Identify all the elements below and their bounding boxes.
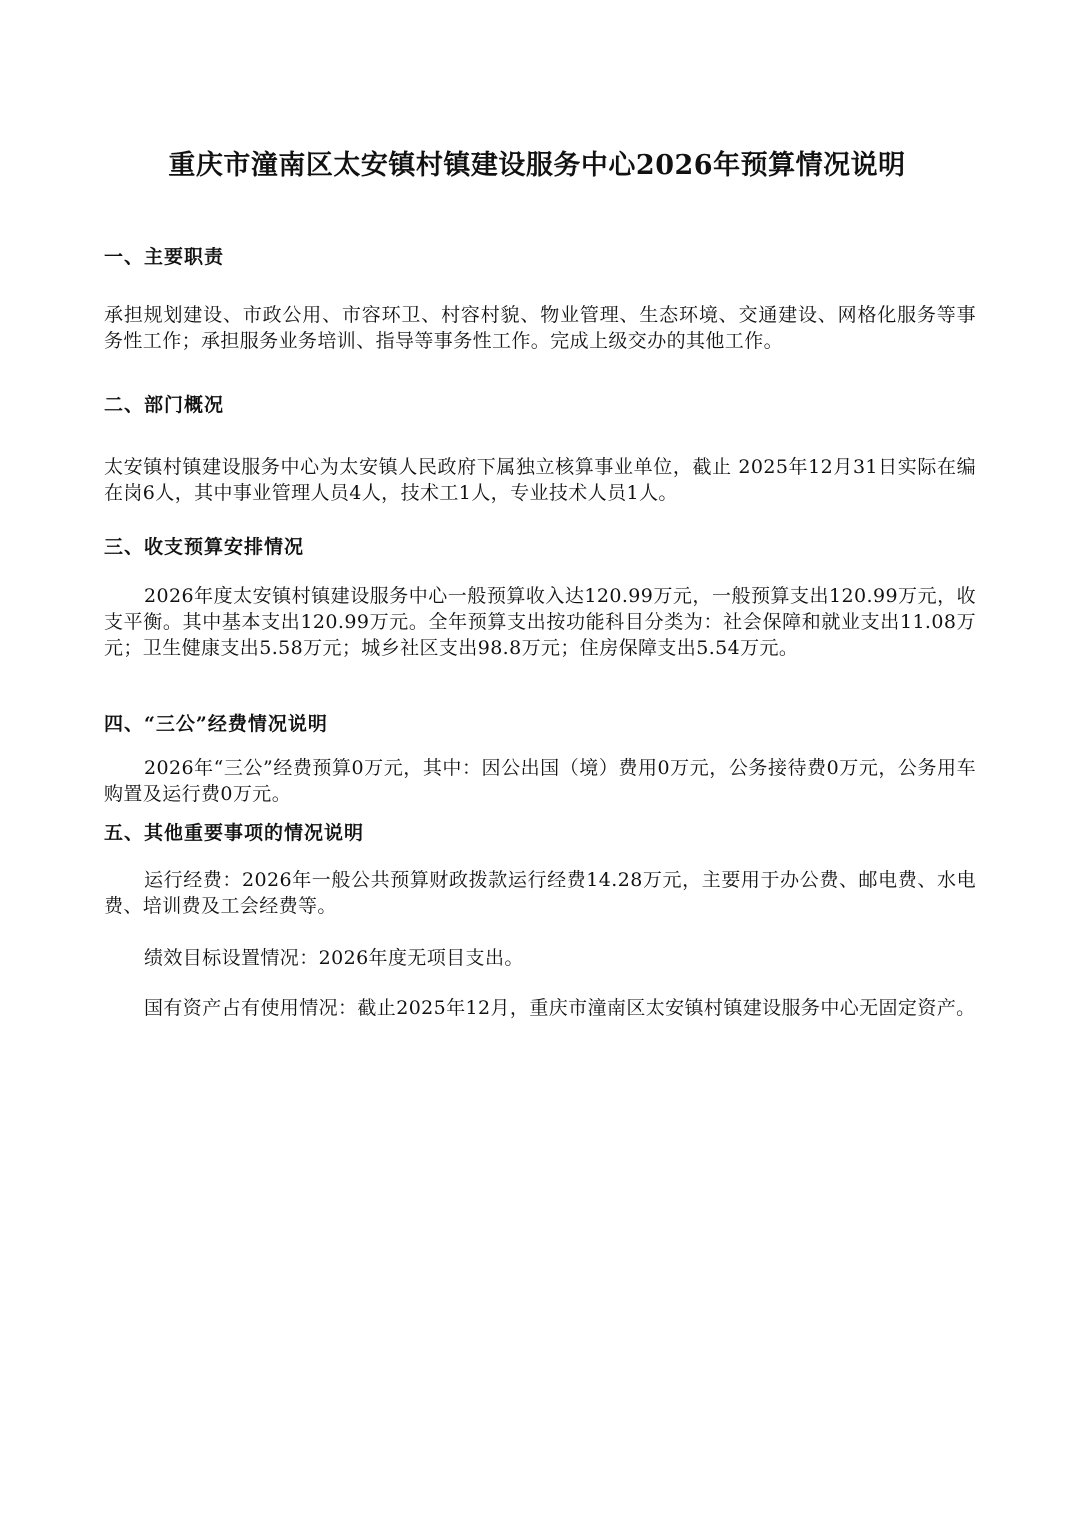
performance-goals-paragraph: 绩效目标设置情况：2026年度无项目支出。 [144, 947, 524, 969]
budget-paragraph: 2026年度太安镇村镇建设服务中心一般预算收入达120.99万元，一般预算支出120.99万元，收支平衡。其中基本支出120.99万元。全年预算支出按功能科目分类为：社会保障和就业支出11.08万元；卫生健康支出5.58万元；城乡社区支出98.8万元；住房保障支出5.54万元。 [104, 585, 976, 659]
three-public-paragraph: 2026年“三公”经费预算0万元，其中：因公出国（境）费用0万元，公务接待费0万元，公务用车购置及运行费0万元。 [104, 757, 976, 805]
section-heading-three-public: 四、“三公”经费情况说明 [104, 713, 328, 735]
section-heading-duties: 一、主要职责 [104, 246, 225, 268]
section-heading-budget: 三、收支预算安排情况 [104, 536, 305, 558]
duties-paragraph: 承担规划建设、市政公用、市容环卫、村容村貌、物业管理、生态环境、交通建设、网格化服务等事务性工作；承担服务业务培训、指导等事务性工作。完成上级交办的其他工作。 [104, 304, 976, 352]
section-heading-overview: 二、部门概况 [104, 394, 225, 416]
document-title: 重庆市潼南区太安镇村镇建设服务中心2026年预算情况说明 [168, 150, 906, 181]
state-assets-paragraph: 国有资产占有使用情况：截止2025年12月，重庆市潼南区太安镇村镇建设服务中心无固定资产。 [144, 997, 976, 1019]
overview-paragraph: 太安镇村镇建设服务中心为太安镇人民政府下属独立核算事业单位，截止 2025年12月31日实际在编在岗6人，其中事业管理人员4人，技术工1人，专业技术人员1人。 [104, 456, 976, 504]
operating-expenses-paragraph: 运行经费：2026年一般公共预算财政拨款运行经费14.28万元，主要用于办公费、邮电费、水电费、培训费及工会经费等。 [104, 869, 976, 917]
section-heading-other-matters: 五、其他重要事项的情况说明 [104, 822, 365, 844]
